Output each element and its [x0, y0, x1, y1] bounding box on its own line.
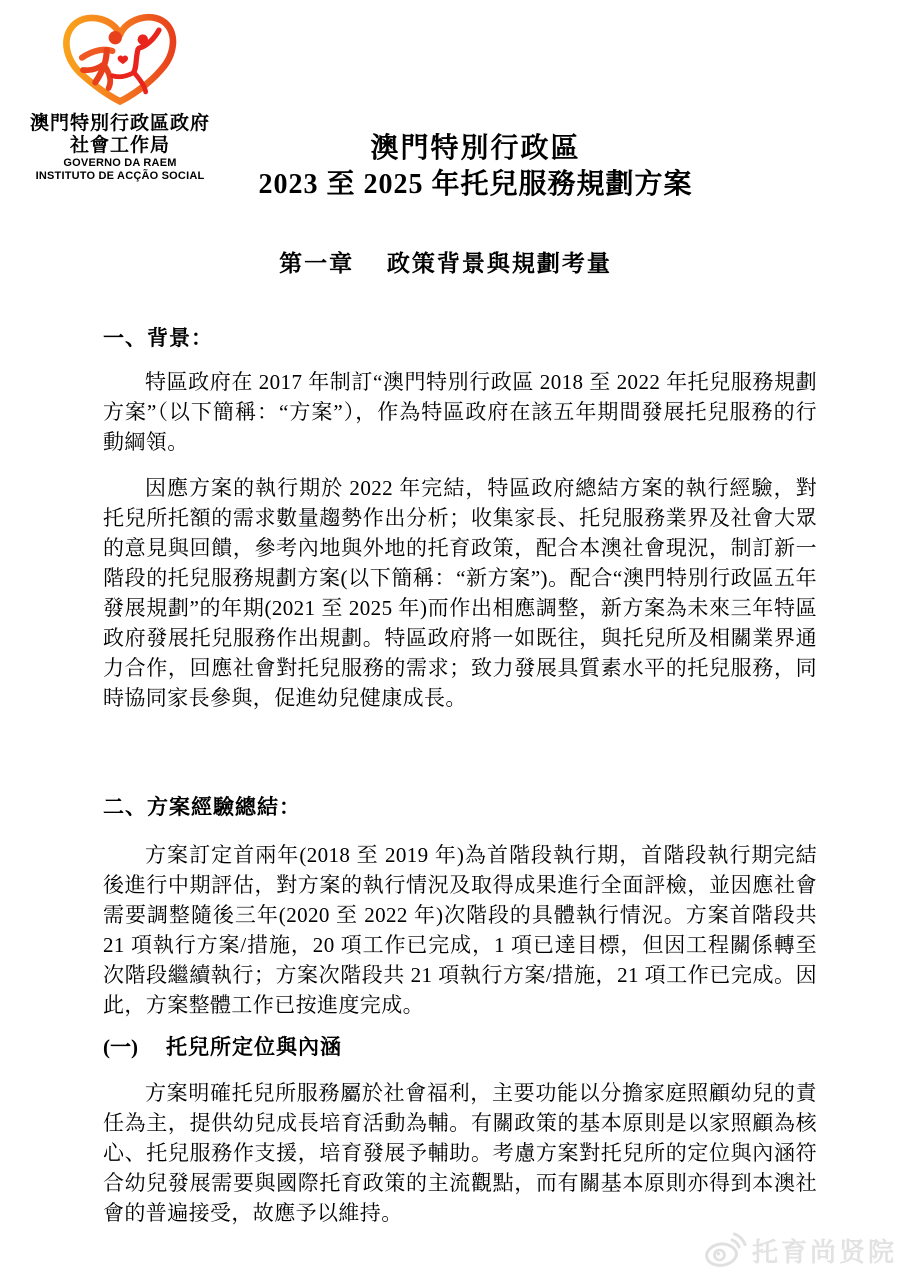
- agency-name-zh-line2: 社會工作局: [69, 135, 170, 156]
- document-title-line2: 2023 至 2025 年托兒服務規劃方案: [258, 169, 693, 200]
- agency-name-pt-line2: INSTITUTO DE ACÇÃO SOCIAL: [35, 170, 205, 182]
- subsection1-number: (一): [103, 1035, 138, 1059]
- section1-paragraph2: 因應方案的執行期於 2022 年完結，特區政府總結方案的執行經驗，對托兒所托額的需求數量趨勢作出分析；收集家長、托兒服務業界及社會大眾的意見與回饋，參考內地與外地的托育政策，配合本澳社會現況，制訂新一階段的托兒服務規劃方案(以下簡稱：“新方案”)。配合“澳門特別行政區五年發展規劃”的年期(2021 至 2025 年)而作出相應調整，新方案為未來三年特區政府發展托兒服務作出規劃。特區政府將一如既往，與托兒所及相關業界通力合作，回應社會對托兒服務的需求；致力發展具質素水平的托兒服務，同時協同家長參與，促進幼兒健康成長。: [103, 476, 817, 710]
- section1-paragraph1: 特區政府在 2017 年制訂“澳門特別行政區 2018 至 2022 年托兒服務規劃方案”（以下簡稱：“方案”），作為特區政府在該五年期間發展托兒服務的行動綱領。: [103, 370, 817, 454]
- section2-heading: 二、方案經驗總結：: [103, 795, 301, 819]
- weibo-icon: [703, 1231, 747, 1269]
- watermark-text: 托育尚贤院: [751, 1236, 897, 1267]
- section2-paragraph1: 方案訂定首兩年(2018 至 2019 年)為首階段執行期，首階段執行期完結後進行中期評估，對方案的執行情況及取得成果進行全面評檢，並因應社會需要調整隨後三年(2020 至 2022 年)次階段的具體執行情況。方案首階段共 21 項執行方案/措施，20 項工作已完成，1 項已達目標，但因工程關係轉至次階段繼續執行；方案次階段共 21 項執行方案/措施，21 項工作已完成。因此，方案整體工作已按進度完成。: [103, 843, 817, 1017]
- section1-heading: 一、背景：: [103, 326, 213, 350]
- heart-logo-icon: [55, 12, 185, 109]
- document-title-line1: 澳門特別行政區: [370, 133, 581, 164]
- chapter-heading: 第一章 政策背景與規劃考量: [279, 251, 612, 276]
- agency-name-pt-line1: GOVERNO DA RAEM: [63, 157, 177, 169]
- agency-name-zh-line1: 澳門特別行政區政府: [30, 113, 211, 134]
- subsection1-heading: [103, 1032, 817, 1062]
- watermark: [703, 1231, 897, 1269]
- document-title: [40, 131, 911, 203]
- section2-paragraph2: 方案明確托兒所服務屬於社會福利，主要功能以分擔家庭照顧幼兒的責任為主，提供幼兒成長培育活動為輔。有關政策的基本原則是以家照顧為核心、托兒服務作支援，培育發展予輔助。考慮方案對托兒所的定位與內涵符合幼兒發展需要與國際托育政策的主流觀點，而有關基本原則亦得到本澳社會的普遍接受，故應予以維持。: [103, 1081, 817, 1225]
- subsection1-title: 托兒所定位與內涵: [166, 1035, 342, 1059]
